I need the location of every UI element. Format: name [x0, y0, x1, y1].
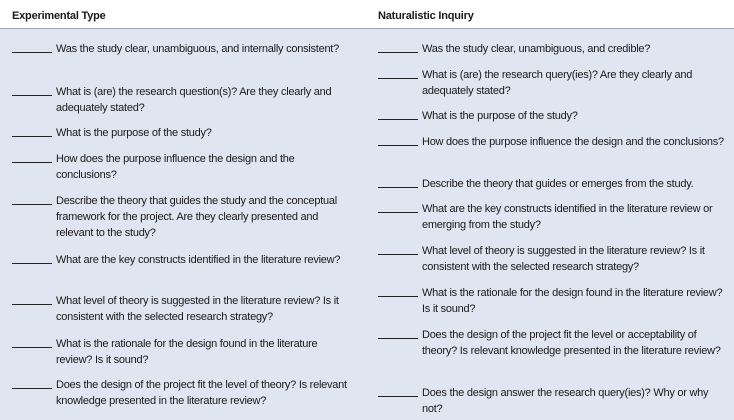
checkbox-blank[interactable]: [12, 293, 52, 305]
checkbox-blank[interactable]: [12, 193, 52, 205]
list-item: What are the key constructs identified in the literature review or emerging from the study?: [378, 201, 726, 233]
list-item: What is the rationale for the design found in the literature review? Is it sound?: [378, 285, 726, 317]
list-item: How does the purpose influence the design and the conclusions?: [378, 134, 726, 150]
list-item: What level of theory is suggested in the literature review? Is it consistent with the selected research strategy?: [378, 243, 726, 275]
list-item: What is (are) the research query(ies)? Are they clearly and adequately stated?: [378, 67, 726, 99]
checkbox-blank[interactable]: [378, 108, 418, 120]
checkbox-blank[interactable]: [12, 377, 52, 389]
checkbox-blank[interactable]: [12, 336, 52, 348]
checkbox-blank[interactable]: [378, 176, 418, 188]
list-item: What is the rationale for the design found in the literature review? Is it sound?: [12, 336, 352, 368]
list-item: What is the purpose of the study?: [12, 125, 352, 141]
list-item: Does the design of the project fit the level of theory? Is relevant knowledge presented in the literature review?: [12, 377, 352, 409]
checkbox-blank[interactable]: [378, 67, 418, 79]
checkbox-blank[interactable]: [12, 252, 52, 264]
checkbox-blank[interactable]: [378, 243, 418, 255]
checkbox-blank[interactable]: [378, 134, 418, 146]
list-item: What are the key constructs identified in the literature review?: [12, 252, 352, 268]
header-experimental-type: Experimental Type: [12, 10, 106, 22]
list-item: Does the design answer the research query(ies)? Why or why not?: [378, 385, 726, 417]
list-item: How does the purpose influence the design and the conclusions?: [12, 151, 352, 183]
list-item: Describe the theory that guides the study and the conceptual framework for the project. Are they clearly presented and relevant to the study?: [12, 193, 352, 241]
checkbox-blank[interactable]: [378, 327, 418, 339]
list-item: What is (are) the research question(s)? Are they clearly and adequately stated?: [12, 84, 352, 116]
checkbox-blank[interactable]: [378, 41, 418, 53]
list-item: Does the design of the project fit the level or acceptability of theory? Is relevant knowledge presented in the literature review?: [378, 327, 726, 359]
checkbox-blank[interactable]: [12, 125, 52, 137]
list-item: Was the study clear, unambiguous, and credible?: [378, 41, 726, 57]
list-item: Was the study clear, unambiguous, and internally consistent?: [12, 41, 352, 57]
checkbox-blank[interactable]: [12, 84, 52, 96]
table-header: [0, 0, 734, 29]
list-item: Describe the theory that guides or emerges from the study.: [378, 176, 726, 192]
checkbox-blank[interactable]: [12, 151, 52, 163]
checkbox-blank[interactable]: [378, 201, 418, 213]
list-item: What level of theory is suggested in the literature review? Is it consistent with the selected research strategy?: [12, 293, 352, 325]
list-item: What is the purpose of the study?: [378, 108, 726, 124]
checkbox-blank[interactable]: [378, 285, 418, 297]
checkbox-blank[interactable]: [12, 41, 52, 53]
header-naturalistic-inquiry: Naturalistic Inquiry: [378, 10, 474, 22]
checkbox-blank[interactable]: [378, 385, 418, 397]
